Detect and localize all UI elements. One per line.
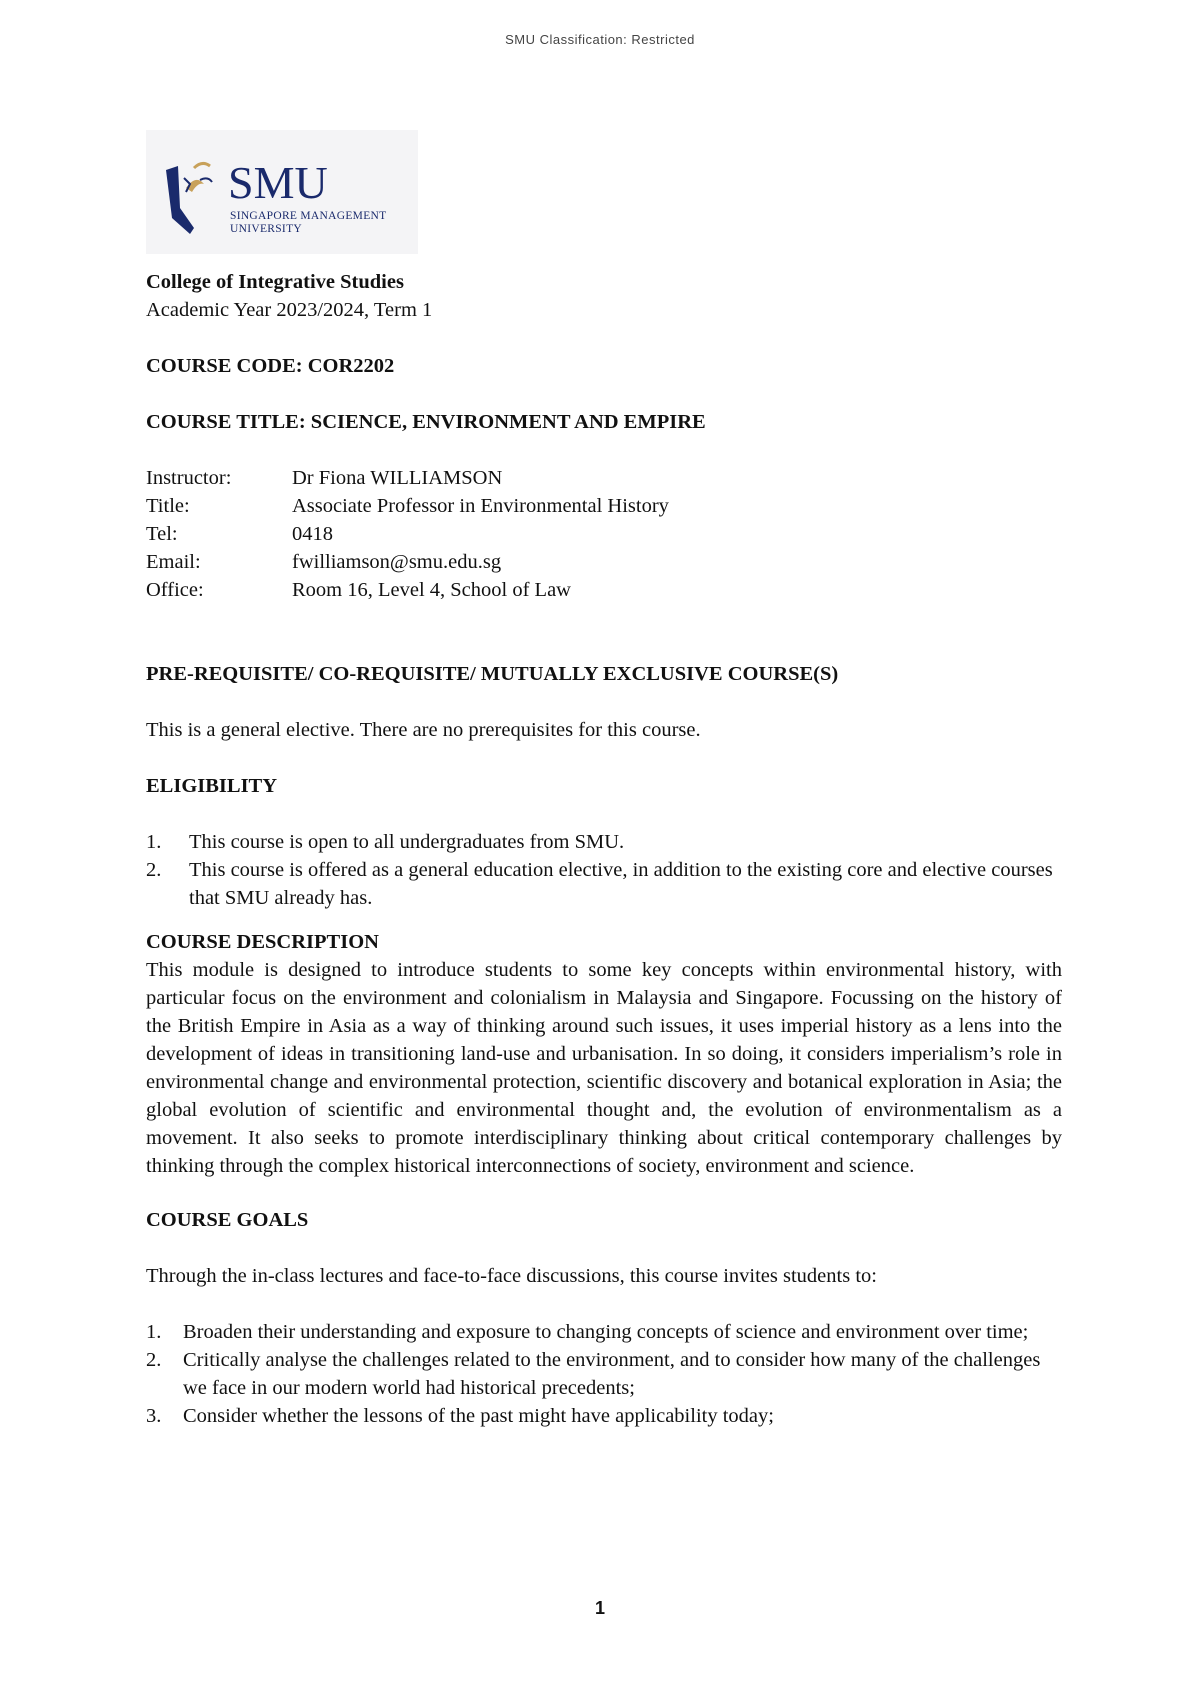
list-number: 2. xyxy=(146,1349,162,1371)
list-number: 1. xyxy=(146,1321,162,1343)
course-title: COURSE TITLE: SCIENCE, ENVIRONMENT AND EMPIRE xyxy=(146,411,706,433)
logo-wordmark: SMU xyxy=(228,157,328,208)
list-text: Broaden their understanding and exposure to changing concepts of science and environment over time; xyxy=(183,1321,1029,1343)
list-text: This course is open to all undergraduates from SMU. xyxy=(189,831,625,853)
info-row-instructor xyxy=(146,464,1062,492)
smu-crest-icon xyxy=(160,148,224,238)
goals-intro: Through the in-class lectures and face-to-face discussions, this course invites students to: xyxy=(146,1265,877,1287)
list-number: 3. xyxy=(146,1405,162,1427)
info-label: Office: xyxy=(146,579,204,601)
info-value: Room 16, Level 4, School of Law xyxy=(292,579,571,601)
goals-heading: COURSE GOALS xyxy=(146,1209,309,1231)
list-item xyxy=(146,1402,1062,1430)
info-value: Associate Professor in Environmental History xyxy=(292,495,669,517)
list-number: 2. xyxy=(146,859,162,881)
info-label: Tel: xyxy=(146,523,178,545)
info-label: Email: xyxy=(146,551,201,573)
logo-subtitle-2: UNIVERSITY xyxy=(230,223,302,235)
list-item xyxy=(146,1318,1062,1346)
list-item xyxy=(146,828,1062,856)
info-value: 0418 xyxy=(292,523,333,545)
info-row-office xyxy=(146,576,1062,604)
logo-subtitle-1: SINGAPORE MANAGEMENT xyxy=(230,210,387,222)
info-row-title xyxy=(146,492,1062,520)
document-body xyxy=(146,268,1062,1430)
info-label: Title: xyxy=(146,495,190,517)
info-row-tel xyxy=(146,520,1062,548)
smu-logo xyxy=(146,130,418,254)
list-text: Critically analyse the challenges related to the environment, and to consider how many of the challenges we face in our modern world had historical precedents; xyxy=(183,1349,1041,1399)
email-link[interactable]: fwilliamson@smu.edu.sg xyxy=(292,551,502,573)
prereq-heading: PRE-REQUISITE/ CO-REQUISITE/ MUTUALLY EXCLUSIVE COURSE(S) xyxy=(146,663,839,685)
info-row-email xyxy=(146,548,1062,576)
description-heading: COURSE DESCRIPTION xyxy=(146,931,379,953)
description-text: This module is designed to introduce students to some key concepts within environmental history, with particular focus on the environment and colonialism in Malaysia and Singapore. Focussing on the history of the British Empire in Asia as a way of thinking around such issues, it uses imperial history as a lens into the development of ideas in transitioning land-use and urbanisation. In so doing, it considers imperialism’s role in environmental change and environmental protection, scientific discovery and botanical exploration in Asia; the global evolution of scientific and environmental thought and, the evolution of environmentalism as a movement. It also seeks to promote interdisciplinary thinking about critical contemporary challenges by thinking through the complex historical interconnections of society, environment and science. xyxy=(146,959,1062,1177)
list-item xyxy=(146,1346,1062,1402)
info-label: Instructor: xyxy=(146,467,232,489)
list-item xyxy=(146,856,1062,912)
page-number: 1 xyxy=(594,1598,605,1618)
info-value: Dr Fiona WILLIAMSON xyxy=(292,467,503,489)
academic-year: Academic Year 2023/2024, Term 1 xyxy=(146,299,433,321)
list-number: 1. xyxy=(146,831,162,853)
eligibility-heading: ELIGIBILITY xyxy=(146,775,278,797)
prereq-text: This is a general elective. There are no prerequisites for this course. xyxy=(146,719,701,741)
course-code: COURSE CODE: COR2202 xyxy=(146,355,395,377)
college-name: College of Integrative Studies xyxy=(146,271,404,293)
classification-label: SMU Classification: Restricted xyxy=(505,32,695,47)
instructor-info xyxy=(146,464,1062,604)
list-text: Consider whether the lessons of the past might have applicability today; xyxy=(183,1405,774,1427)
eligibility-list xyxy=(146,828,1062,912)
goals-list xyxy=(146,1318,1062,1430)
list-text: This course is offered as a general education elective, in addition to the existing core and elective courses that SMU already has. xyxy=(189,859,1053,909)
